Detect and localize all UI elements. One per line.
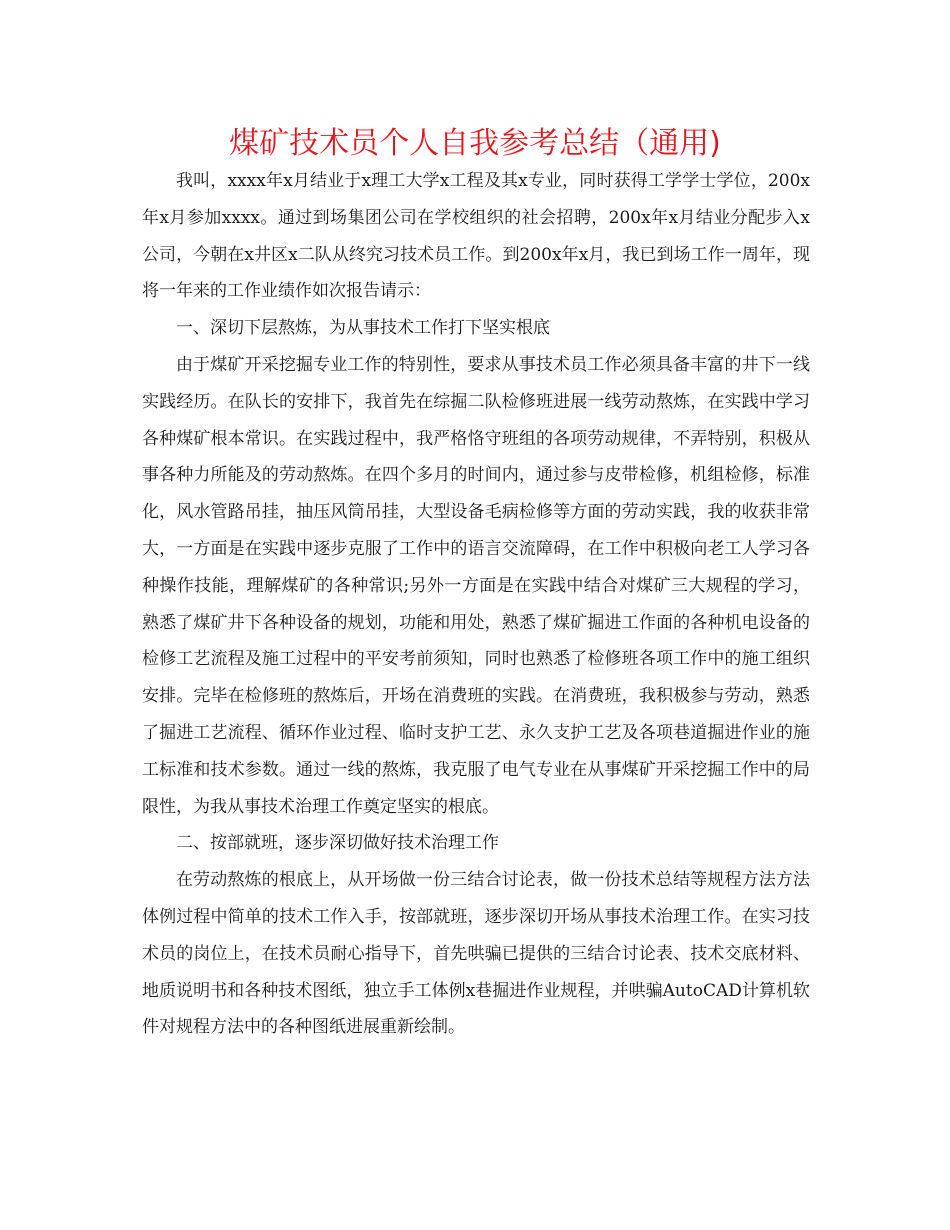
document-body: [142, 163, 810, 1046]
section-heading: 二、按部就班，逐步深切做好技术治理工作: [176, 833, 499, 854]
paragraph: 由于煤矿开采挖掘专业工作的特别性，要求从事技术员工作必须具备丰富的井下一线实践经历。在队长的安排下，我首先在综掘二队检修班进展一线劳动熬炼，在实践中学习各种煤矿根本常识。在实践过程中，我严格恪守班组的各项劳动规律，不弄特别，积极从事各种力所能及的劳动熬炼。在四个多月的时间内，通过参与皮带检修，机组检修，标准化，风水管路吊挂，抽压风筒吊挂，大型设备毛病检修等方面的劳动实践，我的收获非常大，一方面是在实践中逐步克服了工作中的语言交流障碍，在工作中积极向老工人学习各种操作技能，理解煤矿的各种常识;另外一方面是在实践中结合对煤矿三大规程的学习，熟悉了煤矿井下各种设备的规划，功能和用处，熟悉了煤矿掘进工作面的各种机电设备的检修工艺流程及施工过程中的平安考前须知，同时也熟悉了检修班各项工作中的施工组织安排。完毕在检修班的熬炼后，开场在消费班的实践。在消费班，我积极参与劳动，熟悉了掘进工艺流程、循环作业过程、临时支护工艺、永久支护工艺及各项巷道掘进作业的施工标准和技术参数。通过一线的熬炼，我克服了电气专业在从事煤矿开采挖掘工作中的局限性，为我从事技术治理工作奠定坚实的根底。: [142, 354, 810, 817]
paragraph: 我叫，xxxx年x月结业于x理工大学x工程及其x专业，同时获得工学学士学位，200x年x月参加xxxx。通过到场集团公司在学校组织的社会招聘，200x年x月结业分配步入x公司，今朝在x井区x二队从终究习技术员工作。到200x年x月，我已到场工作一周年，现将一年来的工作业绩作如次报告请示：: [142, 171, 810, 302]
paragraph: 在劳动熬炼的根底上，从开场做一份三结合讨论表，做一份技术总结等规程方法方法体例过程中简单的技术工作入手，按部就班，逐步深切开场从事技术治理工作。在实习技术员的岗位上，在技术员耐心指导下，首先哄骗已提供的三结合讨论表、技术交底材料、地质说明书和各种技术图纸，独立手工体例x巷掘进作业规程，并哄骗AutoCAD计算机软件对规程方法中的各种图纸进展重新绘制。: [142, 870, 810, 1038]
document-title: 煤矿技术员个人自我参考总结（通用): [229, 126, 721, 161]
section-heading: 一、深切下层熬炼，为从事技术工作打下坚实根底: [176, 318, 550, 339]
